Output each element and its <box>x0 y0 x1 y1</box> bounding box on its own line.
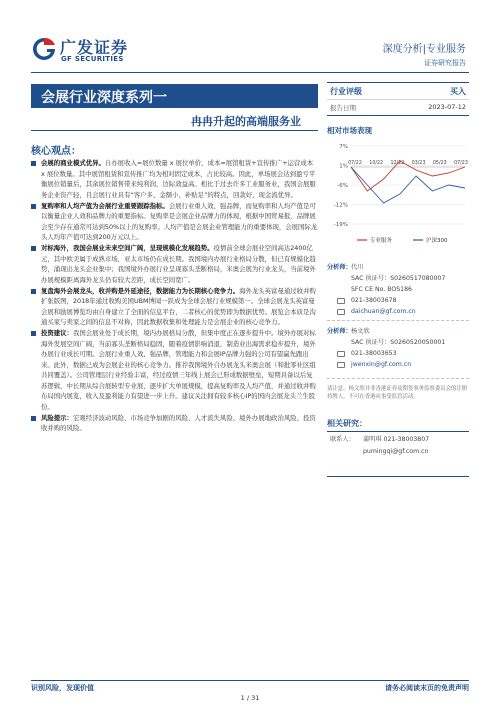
y-tick-label: -6% <box>337 183 348 189</box>
report-date-value: 2023-07-12 <box>428 103 466 111</box>
analyst-sfc: SFC CE No. BOS186 <box>351 286 412 293</box>
page-number: 1 / 31 <box>240 694 260 702</box>
analyst-block <box>327 262 469 317</box>
key-point-lead: 会展的商业模式优异。 <box>41 159 105 167</box>
key-point <box>31 243 318 285</box>
key-point <box>31 158 318 200</box>
rating-divider <box>327 99 469 100</box>
analyst-sac-row <box>327 337 469 348</box>
contact-email[interactable]: pumingqi@gf.com.cn <box>363 448 429 455</box>
y-tick-label: -12% <box>333 202 348 209</box>
analyst-sac: SAC 执证号：S0260517080007 <box>351 275 446 282</box>
y-tick-label: 1% <box>339 163 348 170</box>
square-bullet-icon <box>31 289 36 294</box>
analyst-phone-row <box>327 348 469 359</box>
report-subtitle: 冉冉升起的高端服务业 <box>191 115 301 128</box>
analyst-name-row <box>327 326 469 337</box>
key-point-text: 自办展收入=展位数量 x 展位单价，成本=展馆租赁+宣传推广+运营成本 x 展位数量。其中展馆租赁和宣传推广均为相对固定成本，占比较高。因此，单场展会达到盈亏平衡展位销量后，其余展位销售带来纯利润，边际效益高。相比于过去许多工业服务业，我国会展服务企业资产轻，且会展行业具有“客户多、金额小、补贴足”的特点，回款好，现金流优异。 <box>41 159 316 199</box>
x-tick-label: 07/22 <box>348 161 362 166</box>
analyst-name-row <box>327 262 469 273</box>
legend-label: 沪深300 <box>426 238 448 244</box>
related-research-heading: 相关研究： <box>327 419 367 428</box>
report-type: 证券研究报告 <box>424 59 466 67</box>
analyst-divider <box>327 320 469 321</box>
square-bullet-icon <box>31 416 36 421</box>
legend-label: 专业服务 <box>370 238 393 244</box>
related-divider <box>327 431 469 432</box>
key-point-lead: 复购率和人均产值为会展行业重要跟踪指标。 <box>41 201 169 210</box>
contact-email-row <box>327 446 469 458</box>
x-tick-label: 10/22 <box>369 161 384 166</box>
footer-disclaimer: 请务必阅读末页的免责声明 <box>385 684 469 692</box>
analyst-phone-row <box>327 295 469 306</box>
analyst-sfc-row <box>327 284 469 295</box>
analyst-label: 分析师： <box>327 328 352 335</box>
key-points-heading: 核心观点： <box>31 146 81 157</box>
y-tick-label: 7% <box>339 144 348 150</box>
analyst-name: 杨文欣 <box>351 328 370 335</box>
report-title: 会展行业深度系列一 <box>41 90 167 106</box>
relative-performance-chart <box>327 140 469 250</box>
header-divider <box>31 72 469 73</box>
square-bullet-icon <box>31 331 36 336</box>
square-bullet-icon <box>31 161 36 166</box>
key-point-text: 海外龙头英富曼通过收并购扩张版图，2018年通过收购美国UBM博闻一跃成为全球会展行业规模第一。全球会展龙头英富曼会展和励展博览均由自身建立了全面的信息平台，二者核心的优势即为数据优势。展览会本质是沟通买家与卖家之间的信息不对称，因此数据收集和处理能力是会展企业的核心竞争力。 <box>41 286 316 326</box>
contact-name-phone: 蒲明琪 021-38003807 <box>363 436 430 443</box>
footer-divider <box>31 680 469 681</box>
report-header <box>0 0 500 74</box>
analyst-sac-row <box>327 273 469 284</box>
report-date-label: 报告日期 <box>330 104 356 112</box>
phone-icon <box>337 298 345 304</box>
rating-label: 行业评级 <box>330 87 362 96</box>
square-bullet-icon <box>31 204 36 209</box>
report-category: 深度分析|专业服务 <box>382 44 466 55</box>
market-performance-heading: 相对市场表现 <box>327 126 372 135</box>
key-point-text: 会展行业重人效、强品牌，而复购率和人均产值是可以衡量企业人效和品牌力的重要指标。复购率是会展企业品牌力的体现，根据中国贸易报，品牌展会至少存在通常可达到50%以上的复购率。人均产值是会展企业管理能力的重要体现，会展国际龙头人均年产值可达到200万元以上。 <box>41 201 318 241</box>
analyst-label: 分析师： <box>327 264 352 271</box>
footer-slogan: 识别风险，发现价值 <box>31 684 94 692</box>
key-point-lead: 风险提示： <box>41 413 73 422</box>
contact-label: 联系人： <box>330 436 355 443</box>
key-point-text: 我国会展业处于成长期，境内办展格局分散，但集中度正在逐步提升中。境外办展对标海外发展空间广阔，当前寡头垄断格局稳固，随着疫情影响消退，制造业出海需求稳步提升，境外办展行业成长可期。会展行业重人效、强品牌，管理能力和会展IP品牌力强的公司有望赢先跑出来。此外，数据已成为会展企业的核心竞争力。推荐我国境外自办展龙头米奥会展（和批零社区组共同覆盖）。公司管理层行业经验丰富，经过疫情三年线上展会已形成数据壁垒，短期具备以后复苏逻辑，中长期从综合展转型专业展、逐步扩大单展规模，提高复购率及人均产值，并通过收并购布局国内展览，收入及盈利能力有望进一步上升。建议关注拥有较多核心IP的国内会展龙头兰生股份。 <box>41 329 316 411</box>
x-tick-label: 12/22 <box>390 161 405 166</box>
title-banner <box>31 84 318 108</box>
subtitle-divider <box>31 130 318 131</box>
analyst-divider <box>327 378 469 379</box>
key-point-lead: 对标海外，我国会展业未来空间广阔，呈现规模化发展趋势。 <box>41 244 214 252</box>
logo-english: GF SECURITIES <box>61 55 124 63</box>
phone-icon <box>337 351 345 357</box>
compliance-note: 请注意，杨文欣并非香港证券及期货事务监察委员会的注册持牌人，不可在香港从事受监管活动。 <box>327 386 468 400</box>
key-point <box>31 413 318 434</box>
contact-divider <box>327 476 469 477</box>
rating-value: 买入 <box>450 87 466 96</box>
key-point <box>31 286 318 328</box>
key-point <box>31 201 318 243</box>
x-tick-label: 05/23 <box>432 161 447 166</box>
key-point-text: 疫情前全球会展业空间高达2400亿元，其中欧美属于成熟市场，亚太市场仍在成长期。我国境内办展行业格局分散，但已有规模化趋势，涌现出龙头企业集中；我国境外办展行业呈现寡头垄断格局，米奥会展为行业龙头，当前境外办展规模距离海外龙头仍有较大差距，成长空间宽广。 <box>41 244 316 284</box>
contact-block <box>327 434 469 458</box>
analyst-phone: 021-38003653 <box>351 350 397 357</box>
analyst-email-row <box>327 359 469 370</box>
key-point-text: 宏观经济波动风险、市场竞争加剧的风险、人才流失风险、境外办展地政治风险、投资收并购的风险。 <box>41 413 316 432</box>
square-bullet-icon <box>31 246 36 251</box>
analyst-sac: SAC 执证号：S0260520050001 <box>351 339 446 346</box>
gf-logo-icon <box>31 36 57 62</box>
analyst-email[interactable]: daichuan@gf.com.cn <box>351 308 416 315</box>
x-tick-label: 07/23 <box>454 161 468 166</box>
mail-icon <box>337 362 345 368</box>
logo-chinese: 广发证券 <box>60 38 129 57</box>
mail-icon <box>337 309 345 315</box>
analyst-phone: 021-38003678 <box>351 297 397 304</box>
x-tick-label: 03/23 <box>411 161 426 166</box>
rating-box <box>327 82 469 116</box>
analyst-name: 代川 <box>351 264 364 271</box>
analyst-email-row <box>327 306 469 317</box>
key-points-list <box>31 158 318 434</box>
analyst-block <box>327 326 469 370</box>
contact-row <box>327 434 469 446</box>
key-point <box>31 328 318 412</box>
y-tick-label: -19% <box>333 222 348 228</box>
key-point-lead: 复盘海外会展龙头，收并购是外延途径，数据能力为长期核心竞争力。 <box>41 286 240 295</box>
key-point-lead: 投资建议： <box>41 329 73 337</box>
analyst-email[interactable]: jwenxin@gf.com.cn <box>351 361 412 368</box>
